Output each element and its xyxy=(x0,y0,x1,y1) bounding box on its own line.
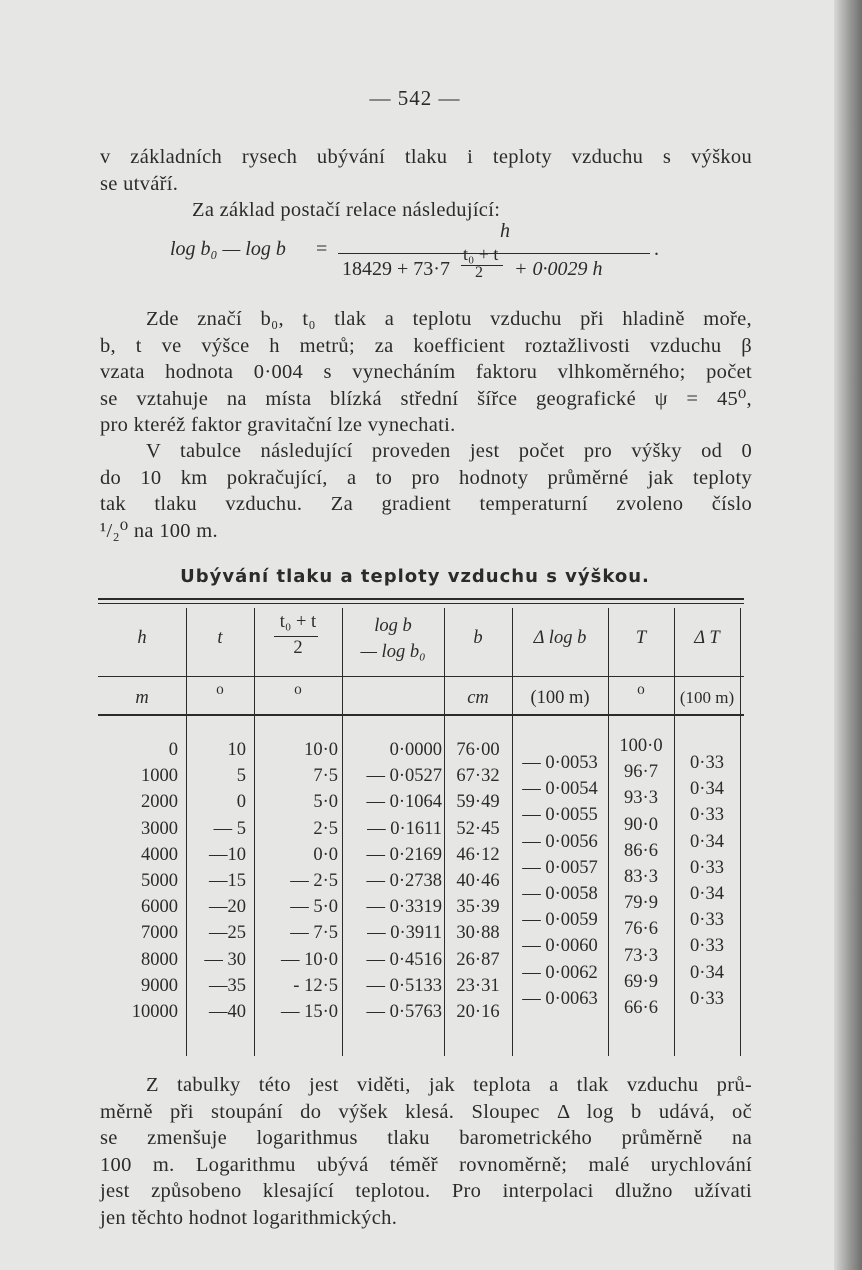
cell-b: 46·12 xyxy=(456,844,500,865)
formula-den-a: 18429 + 73·7 xyxy=(342,258,450,280)
text-line: ¹/₂⁰ na 100 m. xyxy=(100,519,218,542)
formula-equals: = xyxy=(316,238,328,260)
cell-t: —20 xyxy=(209,897,246,918)
cell-tmean: 7·5 xyxy=(313,766,338,787)
header-logdiff-a: log b xyxy=(374,616,412,636)
page-number: — 542 — xyxy=(369,86,461,110)
cell-h: 3000 xyxy=(141,818,178,839)
cell-tmean: — 10·0 xyxy=(280,949,338,970)
fraction-denominator: 2 xyxy=(474,264,483,281)
text-line: vzata hodnota 0·004 s vynecháním faktoru vlhkoměrného; počet xyxy=(100,361,752,383)
cell-dT: 0·34 xyxy=(690,779,724,800)
text-line: v základních rysech ubývání tlaku i teploty vzduchu s výškou xyxy=(100,146,752,168)
cell-T: 93·3 xyxy=(624,788,658,809)
cell-logdiff: 0·0000 xyxy=(389,740,442,760)
cell-t: —40 xyxy=(209,1002,246,1022)
cell-h: 1000 xyxy=(141,766,178,787)
cell-T: 100·0 xyxy=(619,736,663,756)
header-t: t xyxy=(217,628,223,648)
cell-b: 35·39 xyxy=(456,897,500,918)
cell-t: 10 xyxy=(227,740,246,760)
col-rule xyxy=(254,608,255,1056)
cell-logdiff: — 0·5133 xyxy=(366,975,442,996)
cell-h: 8000 xyxy=(141,949,178,970)
cell-tmean: 5·0 xyxy=(313,792,338,813)
paragraph-conclusion xyxy=(100,1072,752,1231)
col-rule xyxy=(740,608,741,1056)
text-line: se zmenšuje logarithmus tlaku barometrického průměrně na xyxy=(100,1127,752,1149)
text-line: V tabulce následující proveden jest počet pro výšky od 0 xyxy=(146,440,752,462)
cell-t: 5 xyxy=(236,766,246,787)
cell-logdiff: — 0·3319 xyxy=(366,897,442,918)
cell-h: 4000 xyxy=(141,844,178,865)
cell-T: 96·7 xyxy=(624,762,658,783)
col-rule xyxy=(444,608,445,1056)
unit-dlogb: (100 m) xyxy=(530,688,590,708)
cell-dT: 0·33 xyxy=(690,910,724,931)
cell-logdiff: — 0·1611 xyxy=(367,818,442,839)
pressure-temperature-table xyxy=(98,598,744,1060)
cell-dT: 0·33 xyxy=(690,857,724,878)
cell-logdiff: — 0·2738 xyxy=(366,871,442,891)
formula-den-b: + 0·0029 h xyxy=(513,258,603,280)
header-h: h xyxy=(137,628,147,648)
col-rule xyxy=(512,608,513,1056)
cell-tmean: - 12·5 xyxy=(293,975,338,996)
cell-b: 52·45 xyxy=(456,818,500,839)
cell-t: —35 xyxy=(209,975,246,996)
cell-T: 76·6 xyxy=(624,919,658,940)
cell-dlogb: — 0·0056 xyxy=(522,831,598,852)
cell-dlogb: — 0·0063 xyxy=(522,988,598,1009)
cell-logdiff: — 0·4516 xyxy=(366,949,442,970)
unit-t: ⁰ xyxy=(216,685,224,705)
cell-T: 83·3 xyxy=(624,867,658,887)
cell-dlogb: — 0·0060 xyxy=(522,936,598,957)
page-edge-shadow xyxy=(834,0,862,1270)
cell-b: 67·32 xyxy=(456,766,500,787)
text-line: b, t ve výšce h metrů; za koefficient roztažlivosti vzduchu β xyxy=(100,334,752,357)
units-rule xyxy=(98,714,744,716)
cell-dT: 0·33 xyxy=(690,936,724,957)
cell-dT: 0·33 xyxy=(690,753,724,773)
text-line: do 10 km pokračující, a to pro hodnoty průměrné jak teploty xyxy=(100,466,752,489)
cell-b: 23·31 xyxy=(456,975,500,996)
cell-t: 0 xyxy=(236,792,246,813)
header-b: b xyxy=(473,628,483,648)
text-line: měrně při stoupání do výšek klesá. Sloupec Δ log b udává, oč xyxy=(100,1100,752,1123)
unit-tmean: ⁰ xyxy=(294,685,302,705)
cell-logdiff: — 0·5763 xyxy=(366,1002,442,1022)
text-line: Za základ postačí relace následující: xyxy=(192,199,501,221)
cell-tmean: 0·0 xyxy=(313,844,338,865)
header-T: T xyxy=(635,628,647,648)
text-line: jest způsobeno klesající teplotou. Pro interpolaci dlužno užívati xyxy=(100,1180,752,1202)
col-rule xyxy=(186,608,187,1056)
formula-mean-temp-fraction xyxy=(455,244,509,281)
cell-dlogb: — 0·0059 xyxy=(522,910,598,931)
text-line: tak tlaku vzduchu. Za gradient temperaturní zvoleno číslo xyxy=(100,493,752,515)
text-line: se vztahuje na místa blízká střední šířce geografické ψ = 45⁰, xyxy=(100,387,752,410)
pressure-formula xyxy=(170,220,690,290)
cell-T: 79·9 xyxy=(624,893,658,914)
formula-numerator: h xyxy=(500,220,510,242)
cell-T: 66·6 xyxy=(624,998,658,1018)
cell-tmean: — 7·5 xyxy=(290,923,338,944)
header-rule xyxy=(98,676,744,677)
col-rule xyxy=(608,608,609,1056)
intro-paragraph xyxy=(100,144,752,224)
cell-dlogb: — 0·0055 xyxy=(522,805,598,826)
cell-T: 86·6 xyxy=(624,840,658,861)
cell-dlogb: — 0·0058 xyxy=(522,884,598,904)
formula-lhs: log b₀ — log b xyxy=(170,238,286,260)
cell-tmean: — 15·0 xyxy=(280,1002,338,1022)
cell-b: 76·00 xyxy=(456,740,500,760)
table-top-rule xyxy=(98,598,744,600)
cell-tmean: — 2·5 xyxy=(290,871,338,891)
table-top-rule-thin xyxy=(98,603,744,604)
text-line: 100 m. Logarithmu ubývá téměř rovnoměrně; malé urychlování xyxy=(100,1153,752,1176)
header-tmean-num: t₀ + t xyxy=(279,612,317,632)
cell-b: 26·87 xyxy=(456,949,500,970)
header-fraction-bar xyxy=(274,636,318,637)
cell-logdiff: — 0·0527 xyxy=(366,766,442,787)
cell-T: 73·3 xyxy=(624,945,658,966)
cell-t: —15 xyxy=(209,871,246,891)
cell-dT: 0·34 xyxy=(690,962,724,983)
cell-h: 6000 xyxy=(141,897,178,918)
unit-T: ⁰ xyxy=(637,685,645,705)
cell-h: 2000 xyxy=(141,792,178,813)
unit-dT: (100 m) xyxy=(679,688,735,707)
cell-h: 7000 xyxy=(141,923,178,944)
cell-h: 0 xyxy=(168,740,178,760)
formula-end: . xyxy=(654,238,659,260)
cell-b: 40·46 xyxy=(456,871,500,891)
paragraph-table-intro xyxy=(100,438,752,544)
cell-t: —10 xyxy=(209,844,246,865)
cell-h: 10000 xyxy=(131,1002,178,1022)
cell-tmean: — 5·0 xyxy=(290,897,338,918)
fraction-numerator: t₀ + t xyxy=(462,244,499,264)
cell-dT: 0·34 xyxy=(690,831,724,852)
cell-dlogb: — 0·0053 xyxy=(522,753,598,773)
cell-dT: 0·33 xyxy=(690,988,724,1009)
cell-tmean: 10·0 xyxy=(304,740,338,760)
table-title: Ubývání tlaku a teploty vzduchu s výškou. xyxy=(180,566,650,587)
cell-logdiff: — 0·1064 xyxy=(366,792,442,813)
text-line: Zde značí b₀, t₀ tlak a teplotu vzduchu při hladině moře, xyxy=(146,308,752,330)
unit-b: cm xyxy=(467,688,489,708)
cell-h: 5000 xyxy=(141,871,178,891)
cell-dT: 0·34 xyxy=(690,884,724,904)
cell-T: 69·9 xyxy=(624,971,658,992)
cell-b: 59·49 xyxy=(456,792,500,813)
cell-b: 30·88 xyxy=(456,923,500,944)
cell-dlogb: — 0·0062 xyxy=(522,962,598,983)
cell-dlogb: — 0·0057 xyxy=(522,857,598,878)
cell-dT: 0·33 xyxy=(690,805,724,826)
text-line: se utváří. xyxy=(100,172,179,195)
cell-b: 20·16 xyxy=(456,1002,500,1022)
header-tmean-den: 2 xyxy=(293,638,303,658)
col-rule xyxy=(674,608,675,1056)
paragraph-definitions xyxy=(100,306,752,439)
cell-T: 90·0 xyxy=(624,814,658,835)
cell-dlogb: — 0·0054 xyxy=(522,779,598,800)
cell-t: — 5 xyxy=(213,818,246,839)
cell-logdiff: — 0·3911 xyxy=(367,923,442,944)
cell-t: —25 xyxy=(209,923,246,944)
formula-denominator xyxy=(342,244,603,281)
text-line: jen těchto hodnot logarithmických. xyxy=(100,1206,398,1229)
unit-h: m xyxy=(135,688,149,708)
header-dlogb: Δ log b xyxy=(533,628,587,648)
cell-t: — 30 xyxy=(204,949,246,970)
col-rule xyxy=(342,608,343,1056)
text-line: Z tabulky této jest viděti, jak teplota a tlak vzduchu prů- xyxy=(146,1074,752,1096)
cell-tmean: 2·5 xyxy=(313,818,338,839)
cell-logdiff: — 0·2169 xyxy=(366,844,442,865)
header-dT: Δ T xyxy=(694,628,720,648)
header-logdiff-b: — log b₀ xyxy=(360,642,426,662)
cell-h: 9000 xyxy=(141,975,178,996)
text-line: pro kteréž faktor gravitační lze vynechati. xyxy=(100,414,456,436)
